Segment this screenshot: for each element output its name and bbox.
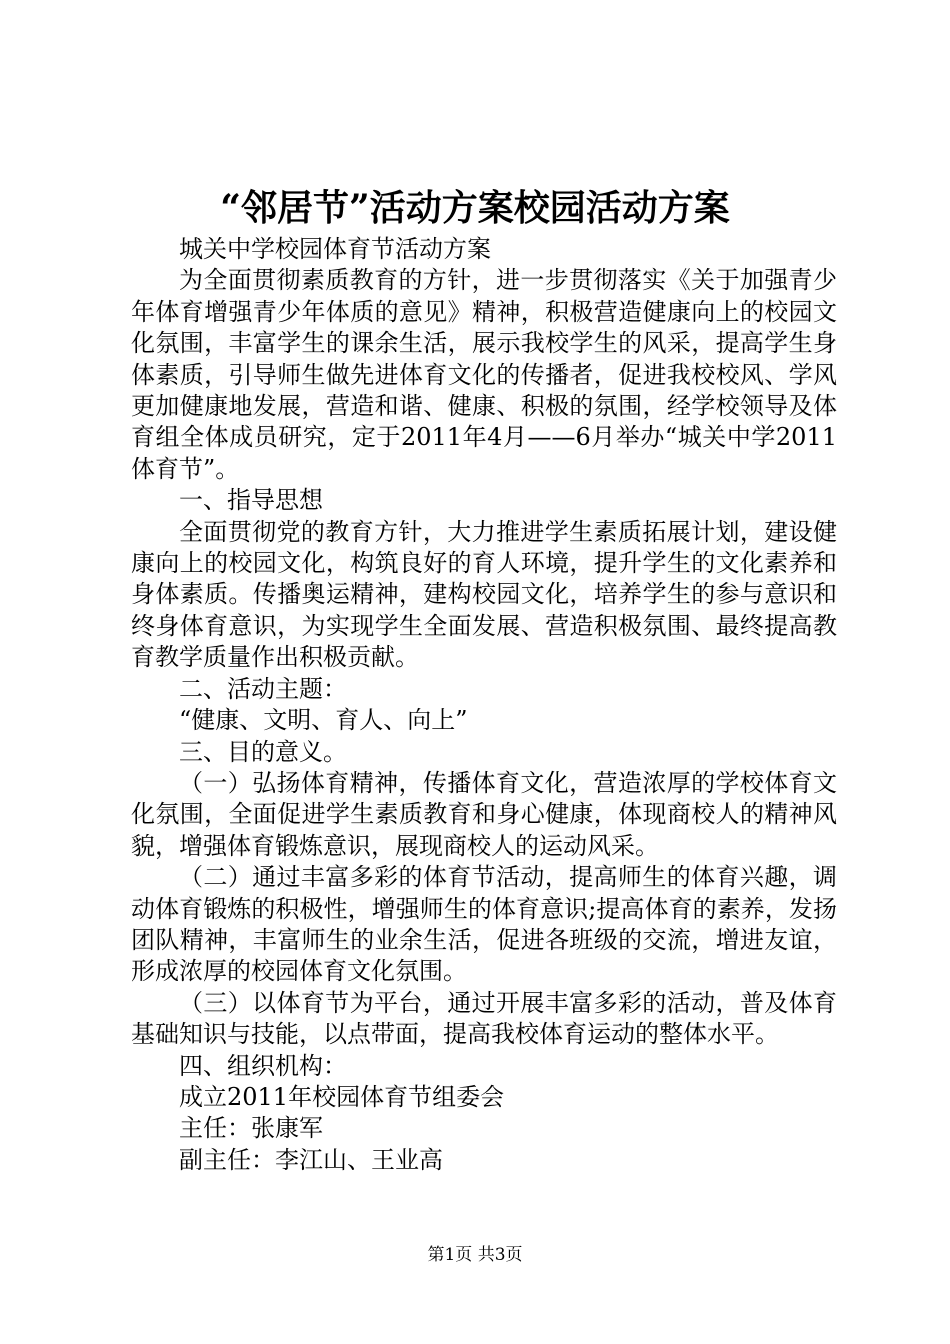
heading-organization: 四、组织机构： [179,1051,347,1080]
document-body [131,234,837,1176]
paragraph-guiding-thought: 全面贯彻党的教育方针，大力推进学生素质拓展计划，建设健康向上的校园文化，构筑良好的育人环境，提升学生的文化素养和身体素质。传播奥运精神，建构校园文化，培养学生的参与意识和终身体育意识，为实现学生全面发展、营造积极氛围、最终提高教育教学质量作出积极贡献。 [131,517,837,672]
paragraph-director: 主任：张康军 [179,1114,323,1143]
heading-guiding-thought: 一、指导思想 [179,486,323,515]
paragraph-purpose-1: （一）弘扬体育精神，传播体育文化，营造浓厚的学校体育文化氛围，全面促进学生素质教育和身心健康，体现商校人的精神风貌，增强体育锻炼意识，展现商校人的运动风采。 [131,768,837,860]
paragraph-purpose-3: （三）以体育节为平台，通过开展丰富多彩的活动，普及体育基础知识与技能，以点带面，提高我校体育运动的整体水平。 [131,988,837,1049]
paragraph-committee: 成立2011年校园体育节组委会 [179,1082,505,1111]
paragraph-subtitle: 城关中学校园体育节活动方案 [179,235,491,263]
paragraph-intro: 为全面贯彻素质教育的方针，进一步贯彻落实《关于加强青少年体育增强青少年体质的意见》精神，积极营造健康向上的校园文化氛围，丰富学生的课余生活，展示我校学生的风采，提高学生身体素质，引导师生做先进体育文化的传播者，促进我校校风、学风更加健康地发展，营造和谐、健康、积极的氛围，经学校领导及体育组全体成员研究，定于2011年4月——6月举办“城关中学2011体育节”。 [131,266,837,483]
document-title: “邻居节”活动方案校园活动方案 [220,187,730,229]
heading-activity-theme: 二、活动主题： [179,674,347,703]
paragraph-purpose-2: （二）通过丰富多彩的体育节活动，提高师生的体育兴趣，调动体育锻炼的积极性，增强师生的体育意识;提高体育的素养，发扬团队精神，丰富师生的业余生活，促进各班级的交流，增进友谊，形成浓厚的校园体育文化氛围。 [131,863,837,986]
heading-purpose: 三、目的意义。 [179,737,347,766]
page-footer: 第1页 共3页 [427,1245,523,1265]
paragraph-deputy-director: 副主任：李江山、王业高 [179,1145,443,1174]
paragraph-activity-theme: “健康、文明、育人、向上” [179,706,468,735]
